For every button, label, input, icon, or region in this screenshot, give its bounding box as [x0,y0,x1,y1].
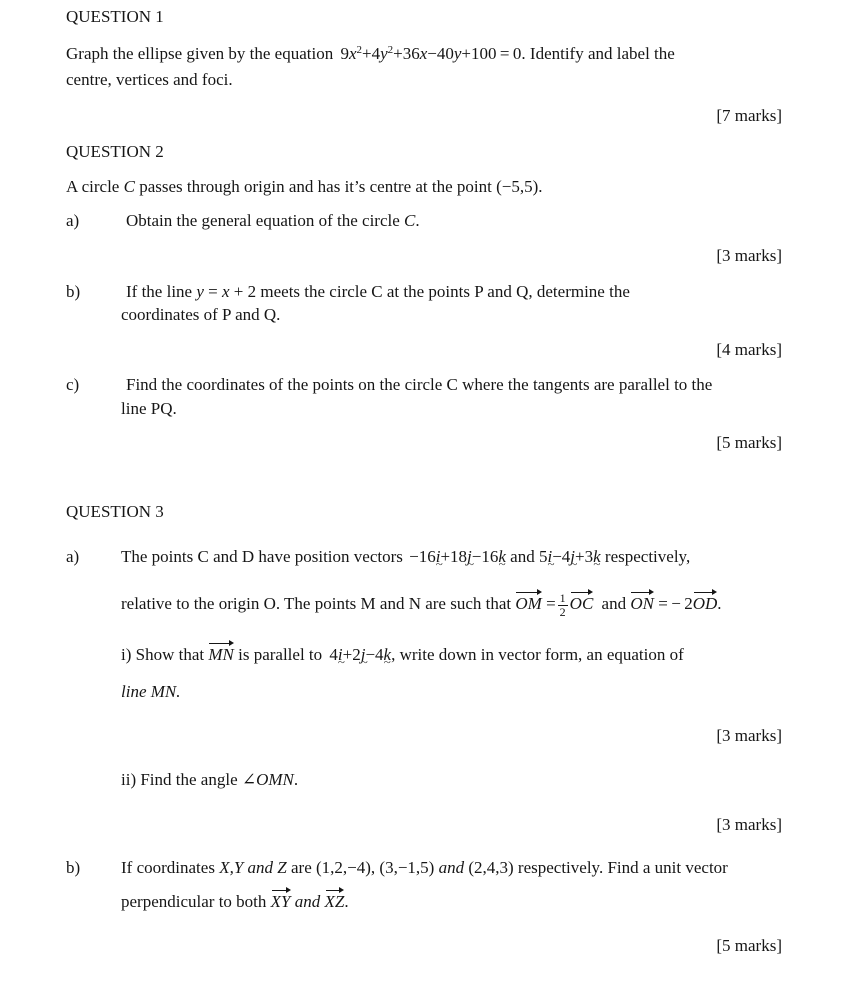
vector-oc: OC [569,594,594,613]
vec-term: +3 [575,547,594,566]
question-2b-line2: coordinates of P and Q. [121,305,281,324]
question-3b-marks: [5 marks] [716,936,782,955]
eq-term: y [453,44,462,63]
vec-term: −16 [409,547,436,566]
intro-text: passes through origin and has it’s centre at the point (−5,5). [139,177,543,196]
vec-term: −4 [552,547,571,566]
vector-od: OD [692,594,718,613]
part-text: . [344,892,349,911]
part-text: . [717,594,722,613]
part-text: are [291,858,312,877]
vector-on: ON [630,594,654,613]
vec-term: 5 [538,547,548,566]
part-text: and [294,892,321,911]
line-equation: + 2 [233,282,257,301]
question-2b-text [126,283,630,300]
part-text: If coordinates [121,858,215,877]
part-text: , write down in vector form, an equation of [391,645,684,664]
point-vars: X,Y [219,858,244,877]
ellipse-equation [340,44,521,63]
vec-term: i ~ [547,548,552,565]
part-text: If the line [126,282,193,301]
prompt-text: Graph the ellipse given by the equation [66,44,334,63]
eq-term: x [419,44,428,63]
vector-c [409,547,506,566]
question-3a-i-line2: line MN. [121,682,181,701]
frac-den: 2 [559,604,566,619]
vector-mn: MN [208,645,234,664]
question-1-heading: QUESTION 1 [66,7,164,26]
vec-term: k ~ [384,646,392,663]
question-3a-ii-marks: [3 marks] [716,815,782,834]
question-3-heading: QUESTION 3 [66,502,164,521]
angle-omn: ∠OMN [241,770,294,789]
question-3b-line1 [121,859,728,876]
part-text: and [438,858,465,877]
vec-term: j ~ [361,646,366,663]
point-coords: (1,2,−4), (3,−1,5) [316,858,435,877]
part-label: b) [66,282,81,301]
vector-d [539,547,601,566]
prompt-text: . Identify and label the [521,44,675,63]
eq-term: 9 [340,44,349,63]
frac-num: 1 [559,591,566,605]
vec-term: i ~ [436,548,441,565]
vector-om: OM [515,594,542,613]
vec-term: +2 [342,645,361,664]
question-3b-line2 [121,893,349,910]
vector-xz: XZ [324,892,345,911]
eq-term: y [380,44,388,63]
part-text: and [247,858,274,877]
part-text: i) Show that [121,645,205,664]
eq-term: 2 [387,44,394,56]
line-equation: = [208,282,218,301]
part-text: is parallel to [238,645,323,664]
eq-term: −40 [427,44,454,63]
question-3a-line2 [121,592,722,618]
part-text: . [293,770,299,789]
eq-term: +100 = 0 [461,44,522,63]
part-text: and [510,547,535,566]
question-3a-i-marks: [3 marks] [716,726,782,745]
question-3a-line1 [121,548,690,565]
point-coords: (2,4,3) [468,858,514,877]
vec-term: k ~ [498,548,506,565]
circle-var: C [123,177,135,196]
part-text: The points C and D have position vectors [121,547,403,566]
part-label: a) [66,211,80,230]
part-text: relative to the origin O. The points M and N are such that [121,594,512,613]
question-1-marks: [7 marks] [716,106,782,125]
part-text: Obtain the general equation of the circle [126,211,400,230]
question-2a-text [126,212,420,229]
question-3a-i [121,646,684,663]
question-2c-marks: [5 marks] [716,433,782,452]
part-text: respectively, [604,547,691,566]
question-1-prompt-line2: centre, vertices and foci. [66,70,233,89]
eq-term: 2 [356,44,362,56]
part-text: ii) Find the angle [121,770,238,789]
part-text: and [601,594,627,613]
part-text: = [546,594,556,613]
part-label: a) [66,547,80,566]
question-2c-text: Find the coordinates of the points on the circle C where the tangents are parallel to the [126,375,713,394]
line-equation: x [221,282,230,301]
direction-vector [329,645,391,664]
vec-term: −4 [365,645,384,664]
intro-text: A circle [66,177,120,196]
vec-term: 4 [329,645,338,664]
question-2b-marks: [4 marks] [716,340,782,359]
part-text: . [415,211,420,230]
question-2c-line2: line PQ. [121,399,177,418]
fraction-half [558,592,568,618]
eq-term: +4 [362,44,381,63]
question-1-prompt [66,45,675,62]
part-label: c) [66,375,80,394]
vec-term: j ~ [467,548,472,565]
vec-term: j ~ [570,548,575,565]
part-text: respectively. Find a unit vector [517,858,728,877]
eq-term: x [348,44,357,63]
question-3a-ii [121,771,298,788]
vec-term: −16 [471,547,499,566]
vec-term: +18 [440,547,468,566]
circle-var: C [404,211,416,230]
part-text: = − 2 [658,594,693,613]
vec-term: k ~ [593,548,601,565]
question-2a-marks: [3 marks] [716,246,782,265]
question-2-intro [66,178,543,195]
question-2-heading: QUESTION 2 [66,142,164,161]
part-text: meets the circle C at the points P and Q, determine the [260,282,630,301]
line-equation: y [196,282,204,301]
vec-term: i ~ [338,646,343,663]
part-label: b) [66,858,81,877]
eq-term: +36 [393,44,420,63]
point-vars: Z [277,858,287,877]
vector-xy: XY [270,892,291,911]
part-text: perpendicular to both [121,892,267,911]
